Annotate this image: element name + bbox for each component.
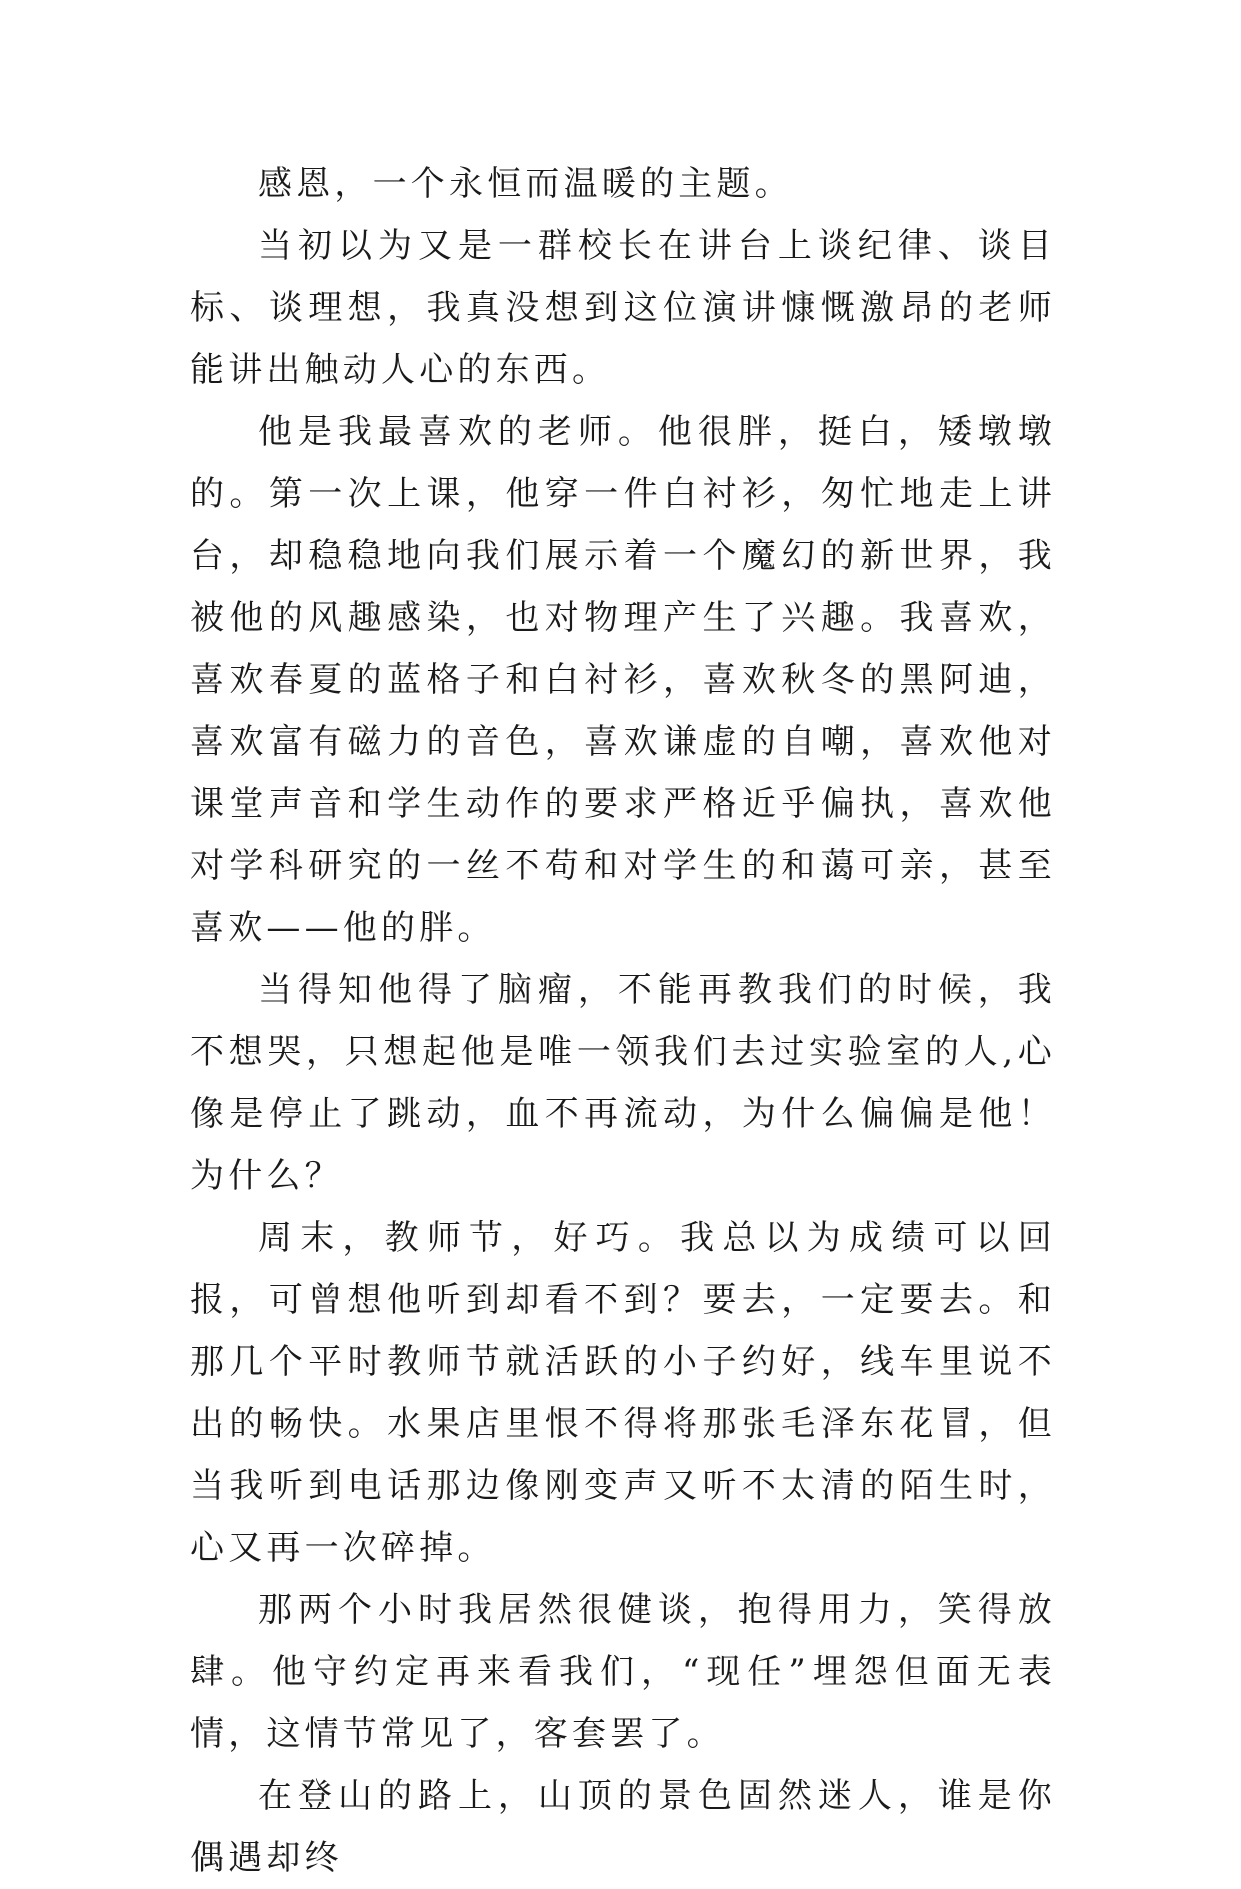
paragraph-7: 在登山的路上，山顶的景色固然迷人，谁是你偶遇却终	[190, 1776, 1056, 1878]
paragraph-4: 当得知他得了脑瘤，不能再教我们的时候，我不想哭，只想起他是唯一领我们去过实验室的人,心像是停止了跳动，血不再流动，为什么偏偏是他！为什么？	[190, 970, 1056, 1196]
paragraph-1: 感恩，一个永恒而温暖的主题。	[258, 164, 793, 204]
paragraph-5: 周末，教师节，好巧。我总以为成绩可以回报，可曾想他听到却看不到？要去，一定要去。和那几个平时教师节就活跃的小子约好，线车里说不出的畅快。水果店里恨不得将那张毛泽东花冒，但当我听到电话那边像刚变声又听不太清的陌生时，心又再一次碎掉。	[190, 1218, 1056, 1568]
paragraph-2: 当初以为又是一群校长在讲台上谈纪律、谈目标、谈理想，我真没想到这位演讲慷慨激昂的老师能讲出触动人心的东西。	[190, 226, 1056, 390]
paragraph-6: 那两个小时我居然很健谈，抱得用力，笑得放肆。他守约定再来看我们，“现任”埋怨但面无表情，这情节常见了，客套罢了。	[190, 1590, 1056, 1754]
paragraph-3: 他是我最喜欢的老师。他很胖，挺白，矮墩墩的。第一次上课，他穿一件白衬衫，匆忙地走上讲台，却稳稳地向我们展示着一个魔幻的新世界，我被他的风趣感染，也对物理产生了兴趣。我喜欢，喜欢春夏的蓝格子和白衬衫，喜欢秋冬的黑阿迪，喜欢富有磁力的音色，喜欢谦虚的自嘲，喜欢他对课堂声音和学生动作的要求严格近乎偏执，喜欢他对学科研究的一丝不苟和对学生的和蔼可亲，甚至喜欢——他的胖。	[190, 412, 1056, 948]
document-body	[190, 153, 1056, 1889]
